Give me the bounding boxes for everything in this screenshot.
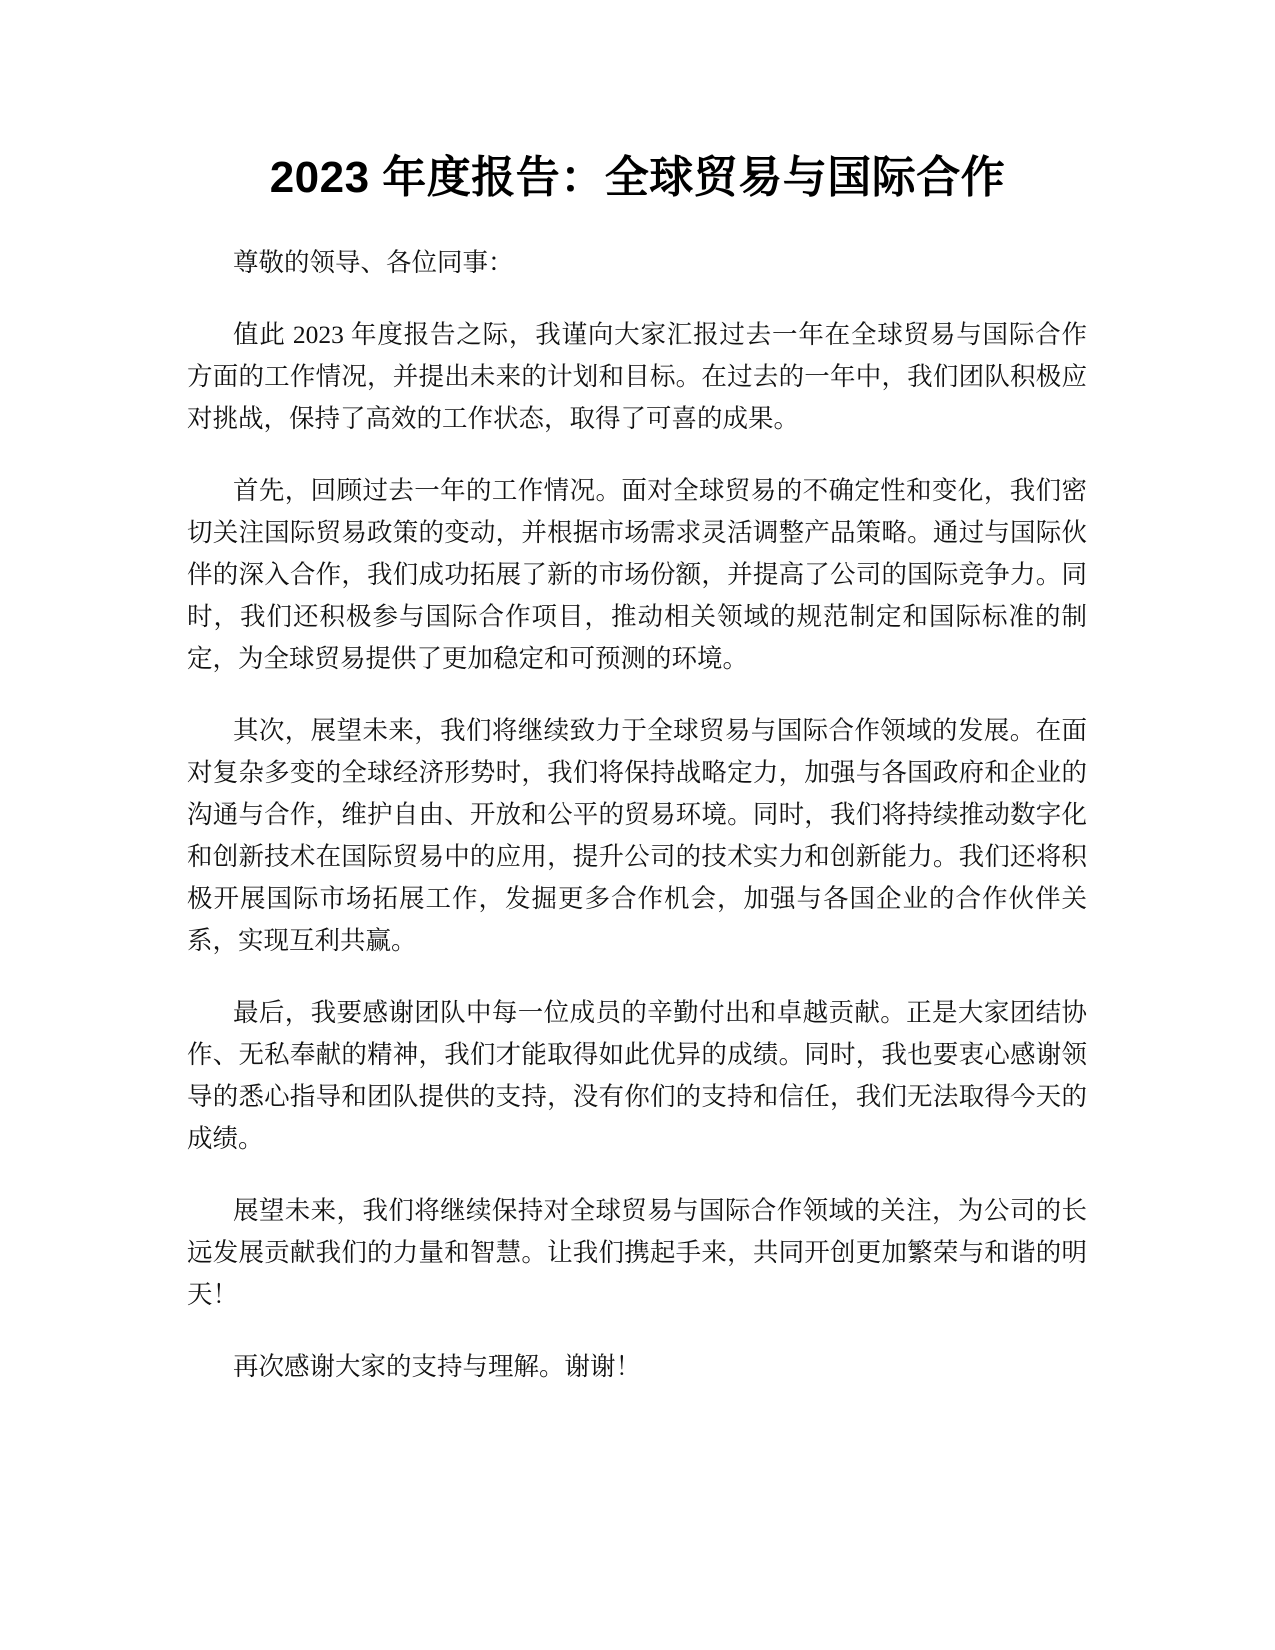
future-paragraph: 展望未来，我们将继续保持对全球贸易与国际合作领域的关注，为公司的长远发展贡献我们的力量和智慧。让我们携起手来，共同开创更加繁荣与和谐的明天！ <box>187 1196 1087 1309</box>
closing-paragraph: 再次感谢大家的支持与理解。谢谢！ <box>233 1352 642 1381</box>
intro-paragraph: 值此 2023 年度报告之际，我谨向大家汇报过去一年在全球贸易与国际合作方面的工作情况，并提出未来的计划和目标。在过去的一年中，我们团队积极应对挑战，保持了高效的工作状态，取得了可喜的成果。 <box>187 320 1087 433</box>
outlook-paragraph: 其次，展望未来，我们将继续致力于全球贸易与国际合作领域的发展。在面对复杂多变的全球经济形势时，我们将保持战略定力，加强与各国政府和企业的沟通与合作，维护自由、开放和公平的贸易环境。同时，我们将持续推动数字化和创新技术在国际贸易中的应用，提升公司的技术实力和创新能力。我们还将积极开展国际市场拓展工作，发掘更多合作机会，加强与各国企业的合作伙伴关系，实现互利共赢。 <box>187 716 1087 955</box>
document-title: 2023 年度报告：全球贸易与国际合作 <box>269 153 1006 202</box>
document-body <box>187 242 1087 1418</box>
thanks-paragraph: 最后，我要感谢团队中每一位成员的辛勤付出和卓越贡献。正是大家团结协作、无私奉献的精神，我们才能取得如此优异的成绩。同时，我也要衷心感谢领导的悉心指导和团队提供的支持，没有你们的支持和信任，我们无法取得今天的成绩。 <box>187 998 1087 1153</box>
salutation-paragraph: 尊敬的领导、各位同事： <box>233 248 514 277</box>
review-paragraph: 首先，回顾过去一年的工作情况。面对全球贸易的不确定性和变化，我们密切关注国际贸易政策的变动，并根据市场需求灵活调整产品策略。通过与国际伙伴的深入合作，我们成功拓展了新的市场份额，并提高了公司的国际竞争力。同时，我们还积极参与国际合作项目，推动相关领域的规范制定和国际标准的制定，为全球贸易提供了更加稳定和可预测的环境。 <box>187 476 1087 673</box>
